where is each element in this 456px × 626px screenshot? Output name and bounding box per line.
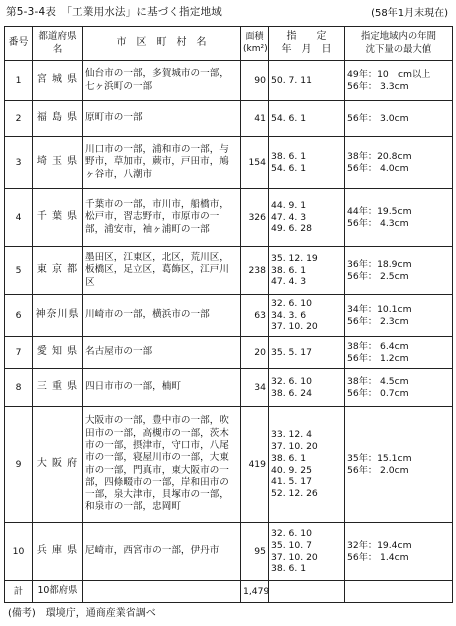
table-row xyxy=(5,61,453,101)
row-pref: 福 島 県 xyxy=(33,101,83,137)
row-sq: 154 xyxy=(241,137,269,189)
row-subsidence: 32年：19.4cm 56年： 1.4cm xyxy=(345,523,453,581)
row-no: 3 xyxy=(5,137,33,189)
table-row xyxy=(5,295,453,337)
table-row xyxy=(5,369,453,407)
row-pref: 神奈川県 xyxy=(33,295,83,337)
total-date-empty xyxy=(269,581,345,603)
row-subsidence: 38年： 4.5cm 56年： 0.7cm xyxy=(345,369,453,407)
table-row xyxy=(5,189,453,247)
row-no: 7 xyxy=(5,337,33,369)
row-pref: 埼 玉 県 xyxy=(33,137,83,189)
row-date: 32. 6. 10 38. 6. 24 xyxy=(269,369,345,407)
row-area: 名古屋市の一部 xyxy=(83,337,241,369)
as-of-date: (58年1月末現在) xyxy=(371,8,448,19)
row-date: 35. 5. 17 xyxy=(269,337,345,369)
row-date: 50. 7. 11 xyxy=(269,61,345,101)
header-date: 指 定 年 月 日 xyxy=(269,27,345,61)
row-area: 川崎市の一部，横浜市の一部 xyxy=(83,295,241,337)
row-subsidence: 44年：19.5cm 56年： 4.3cm xyxy=(345,189,453,247)
row-date: 54. 6. 1 xyxy=(269,101,345,137)
total-row xyxy=(5,581,453,603)
total-sq: 1,479 xyxy=(241,581,269,603)
row-sq: 20 xyxy=(241,337,269,369)
table-title: 第5-3-4表 「工業用水法」に基づく指定地域 xyxy=(6,6,222,18)
row-subsidence: 34年：10.1cm 56年： 2.3cm xyxy=(345,295,453,337)
total-label: 計 xyxy=(5,581,33,603)
table-title-row xyxy=(6,4,452,20)
row-no: 5 xyxy=(5,247,33,295)
header-no: 番号 xyxy=(5,27,33,61)
total-sub-empty xyxy=(345,581,453,603)
row-no: 6 xyxy=(5,295,33,337)
table-row xyxy=(5,137,453,189)
row-pref: 三 重 県 xyxy=(33,369,83,407)
header-pref: 都道府県名 xyxy=(33,27,83,61)
row-no: 1 xyxy=(5,61,33,101)
row-subsidence: 36年：18.9cm 56年： 2.5cm xyxy=(345,247,453,295)
row-no: 8 xyxy=(5,369,33,407)
table-row xyxy=(5,247,453,295)
row-area: 大阪市の一部，豊中市の一部，吹田市の一部，高槻市の一部，茨木市の一部，摂津市，守口市，八尾市の一部，寝屋川市の一部，大東市の一部，門真市，東大阪市の一部，四條畷市の一部，岸和田市の一部，泉大津市，貝塚市の一部，和泉市の一部，忠岡町 xyxy=(83,407,241,523)
row-pref: 愛 知 県 xyxy=(33,337,83,369)
row-area: 四日市市の一部，楠町 xyxy=(83,369,241,407)
row-no: 4 xyxy=(5,189,33,247)
row-sq: 326 xyxy=(241,189,269,247)
header-subsidence: 指定地域内の年間 沈下量の最大値 xyxy=(345,27,453,61)
row-area: 仙台市の一部，多賀城市の一部，七ヶ浜町の一部 xyxy=(83,61,241,101)
row-area: 川口市の一部，浦和市の一部，与野市，草加市，蕨市，戸田市，鳩ヶ谷市，八潮市 xyxy=(83,137,241,189)
row-date: 35. 12. 19 38. 6. 1 47. 4. 3 xyxy=(269,247,345,295)
row-pref: 宮 城 県 xyxy=(33,61,83,101)
row-no: 2 xyxy=(5,101,33,137)
designated-areas-table xyxy=(4,26,453,603)
row-sq: 34 xyxy=(241,369,269,407)
row-no: 10 xyxy=(5,523,33,581)
row-subsidence: 38年：20.8cm 56年： 4.0cm xyxy=(345,137,453,189)
row-area: 尼崎市，西宮市の一部，伊丹市 xyxy=(83,523,241,581)
row-sq: 419 xyxy=(241,407,269,523)
row-subsidence: 35年：15.1cm 56年： 2.0cm xyxy=(345,407,453,523)
row-date: 32. 6. 10 35. 10. 7 37. 10. 20 38. 6. 1 xyxy=(269,523,345,581)
row-area: 墨田区，江東区，北区，荒川区，板橋区，足立区，葛飾区，江戸川区 xyxy=(83,247,241,295)
table-row xyxy=(5,337,453,369)
row-sq: 63 xyxy=(241,295,269,337)
table-row xyxy=(5,523,453,581)
row-sq: 238 xyxy=(241,247,269,295)
row-date: 32. 6. 10 34. 3. 6 37. 10. 20 xyxy=(269,295,345,337)
row-date: 44. 9. 1 47. 4. 3 49. 6. 28 xyxy=(269,189,345,247)
footnote: (備考) 環境庁，通商産業省調べ xyxy=(8,608,156,619)
row-area: 原町市の一部 xyxy=(83,101,241,137)
row-subsidence: 56年： 3.0cm xyxy=(345,101,453,137)
total-area-empty xyxy=(83,581,241,603)
row-pref: 東 京 都 xyxy=(33,247,83,295)
row-no: 9 xyxy=(5,407,33,523)
row-date: 33. 12. 4 37. 10. 20 38. 6. 1 40. 9. 25 41. 5. 17 52. 12. 26 xyxy=(269,407,345,523)
row-sq: 90 xyxy=(241,61,269,101)
row-sq: 95 xyxy=(241,523,269,581)
header-sq: 面積 (km²) xyxy=(241,27,269,61)
row-subsidence: 38年： 6.4cm 56年： 1.2cm xyxy=(345,337,453,369)
row-pref: 大 阪 府 xyxy=(33,407,83,523)
row-area: 千葉市の一部，市川市，船橋市，松戸市，習志野市，市原市の一部，浦安市，袖ヶ浦町の一部 xyxy=(83,189,241,247)
row-pref: 兵 庫 県 xyxy=(33,523,83,581)
row-subsidence: 49年：10 cm以上 56年： 3.3cm xyxy=(345,61,453,101)
header-area: 市 区 町 村 名 xyxy=(83,27,241,61)
total-pref: 10都府県 xyxy=(33,581,83,603)
row-date: 38. 6. 1 54. 6. 1 xyxy=(269,137,345,189)
table-row xyxy=(5,407,453,523)
row-sq: 41 xyxy=(241,101,269,137)
header-row xyxy=(5,27,453,61)
row-pref: 千 葉 県 xyxy=(33,189,83,247)
table-row xyxy=(5,101,453,137)
